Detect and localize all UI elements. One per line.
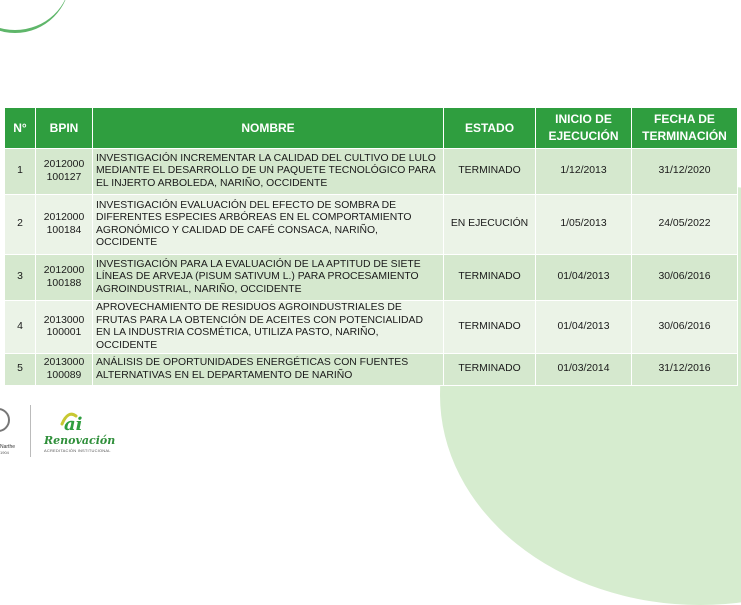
svg-text:ai: ai bbox=[64, 414, 83, 432]
header-inicio: INICIO DE EJECUCIÓN bbox=[536, 108, 632, 149]
university-seal-logo bbox=[0, 408, 10, 432]
cell-num: 2 bbox=[5, 195, 36, 255]
cell-fecha: 30/06/2016 bbox=[632, 255, 738, 301]
cell-inicio: 01/03/2014 bbox=[536, 354, 632, 386]
cell-estado: TERMINADO bbox=[444, 255, 536, 301]
cell-bpin: 2012000100188 bbox=[36, 255, 93, 301]
cell-nombre: APROVECHAMIENTO DE RESIDUOS AGROINDUSTRIALES DE FRUTAS PARA LA OBTENCIÓN DE ACEITES CON POTENCIALIDAD EN LA INDUSTRIA COSMÉTICA, UTILIZA PASTO, NARIÑO, OCCIDENTE bbox=[93, 301, 444, 354]
table-header-row bbox=[5, 108, 738, 149]
cell-nombre: ANÁLISIS DE OPORTUNIDADES ENERGÉTICAS CON FUENTES ALTERNATIVAS EN EL DEPARTAMENTO DE NARIÑO bbox=[93, 354, 444, 386]
table-row bbox=[5, 255, 738, 301]
university-logo-text: Narthe bbox=[0, 444, 16, 450]
cell-fecha: 30/06/2016 bbox=[632, 301, 738, 354]
table-row bbox=[5, 354, 738, 386]
cell-num: 1 bbox=[5, 149, 36, 195]
cell-fecha: 24/05/2022 bbox=[632, 195, 738, 255]
cell-inicio: 1/12/2013 bbox=[536, 149, 632, 195]
cell-fecha: 31/12/2020 bbox=[632, 149, 738, 195]
renovacion-logo-text: Renovación bbox=[44, 434, 116, 447]
renovacion-logo-subtext: ACREDITACIÓN INSTITUCIONAL bbox=[44, 448, 111, 453]
projects-table-container bbox=[4, 107, 737, 386]
cell-nombre: INVESTIGACIÓN PARA LA EVALUACIÓN DE LA APTITUD DE SIETE LÍNEAS DE ARVEJA (PISUM SATIVUM L.) PARA PROCESAMIENTO AGROINDUSTRIAL, NARIÑO, OCCIDENTE bbox=[93, 255, 444, 301]
cell-estado: TERMINADO bbox=[444, 354, 536, 386]
cell-estado: TERMINADO bbox=[444, 149, 536, 195]
header-num: N° bbox=[5, 108, 36, 149]
cell-bpin: 2013000100001 bbox=[36, 301, 93, 354]
cell-estado: EN EJECUCIÓN bbox=[444, 195, 536, 255]
projects-table bbox=[4, 107, 738, 386]
table-row bbox=[5, 301, 738, 354]
university-logo-subtext: 1904 bbox=[0, 450, 9, 455]
renovacion-ai-logo-icon bbox=[58, 408, 94, 432]
decorative-arc bbox=[0, 0, 70, 33]
cell-nombre: INVESTIGACIÓN INCREMENTAR LA CALIDAD DEL CULTIVO DE LULO MEDIANTE EL DESARROLLO DE UN PAQUETE TECNOLÓGICO PARA EL INJERTO ARBOLEDA, NARIÑO, OCCIDENTE bbox=[93, 149, 444, 195]
cell-num: 5 bbox=[5, 354, 36, 386]
cell-fecha: 31/12/2016 bbox=[632, 354, 738, 386]
footer-logos bbox=[0, 400, 130, 460]
cell-inicio: 01/04/2013 bbox=[536, 255, 632, 301]
header-fecha: FECHA DE TERMINACIÓN bbox=[632, 108, 738, 149]
table-row bbox=[5, 149, 738, 195]
cell-bpin: 2012000100184 bbox=[36, 195, 93, 255]
cell-estado: TERMINADO bbox=[444, 301, 536, 354]
cell-bpin: 2012000100127 bbox=[36, 149, 93, 195]
cell-bpin: 2013000100089 bbox=[36, 354, 93, 386]
header-estado: ESTADO bbox=[444, 108, 536, 149]
cell-nombre: INVESTIGACIÓN EVALUACIÓN DEL EFECTO DE SOMBRA DE DIFERENTES ESPECIES ARBÓREAS EN EL COMPORTAMIENTO AGRONÓMICO Y CALIDAD DE CAFÉ CONSACA, NARIÑO, OCCIDENTE bbox=[93, 195, 444, 255]
cell-inicio: 1/05/2013 bbox=[536, 195, 632, 255]
cell-inicio: 01/04/2013 bbox=[536, 301, 632, 354]
cell-num: 4 bbox=[5, 301, 36, 354]
header-nombre: NOMBRE bbox=[93, 108, 444, 149]
header-bpin: BPIN bbox=[36, 108, 93, 149]
table-row bbox=[5, 195, 738, 255]
cell-num: 3 bbox=[5, 255, 36, 301]
logo-divider bbox=[30, 405, 31, 457]
